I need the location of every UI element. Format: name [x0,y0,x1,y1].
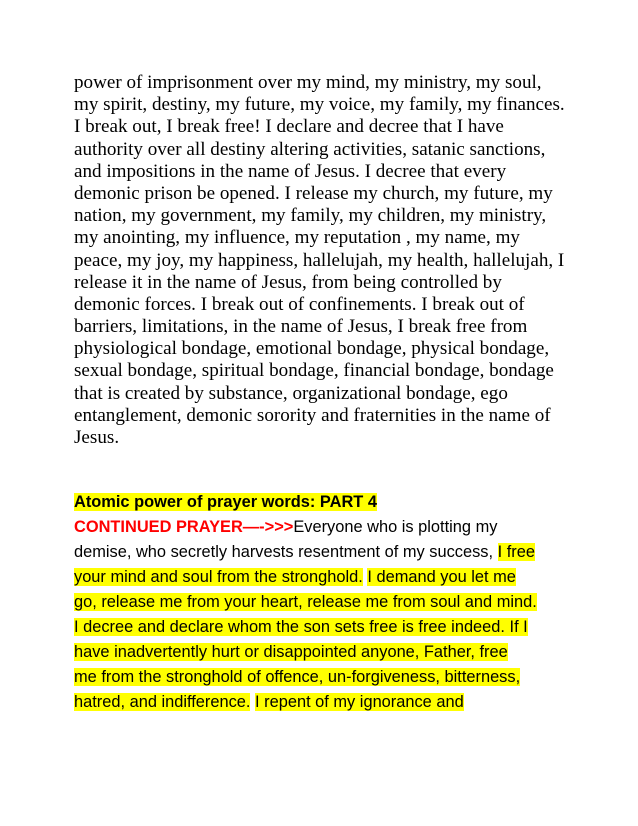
highlighted-text: hatred, and indifference. [74,693,251,711]
prayer-line [74,690,574,715]
prayer-line [74,590,574,615]
section-heading: Atomic power of prayer words: PART 4 [74,493,377,511]
paragraph-line: demonic forces. I break out of confinements. I break out of [74,293,525,315]
highlighted-text: I decree and declare whom the son sets free is free indeed. If I [74,618,528,636]
paragraph-line: sexual bondage, spiritual bondage, financial bondage, bondage [74,360,554,382]
paragraph-line: power of imprisonment over my mind, my ministry, my soul, [74,72,542,93]
paragraph-line: physiological bondage, emotional bondage, physical bondage, [74,338,550,360]
paragraph-line: release it in the name of Jesus, from being controlled by [74,271,502,293]
paragraph-line: authority over all destiny altering activities, satanic sanctions, [74,138,546,160]
prayer-line [74,515,574,540]
prayer-text: demise, who secretly harvests resentment of my success, [74,543,498,561]
paragraph-line: peace, my joy, my happiness, hallelujah, my health, hallelujah, I [74,249,565,271]
prayer-line [74,640,574,665]
highlighted-text: I demand you let me [367,568,516,586]
prayer-line [74,565,574,590]
prayer-line [74,540,574,565]
paragraph-line: Jesus. [74,427,120,448]
highlighted-text: I free [497,543,535,561]
part-four-section [74,490,574,715]
prayer-line [74,615,574,640]
highlighted-text: have inadvertently hurt or disappointed anyone, Father, free [74,643,508,661]
heading-line [74,490,574,515]
paragraph-line: nation, my government, my family, my children, my ministry, [74,205,547,227]
paragraph-line: my spirit, destiny, my future, my voice, my family, my finances. [74,94,565,116]
highlighted-text: your mind and soul from the stronghold. [74,568,363,586]
paragraph-line: I break out, I break free! I declare and decree that I have [74,116,504,138]
prayer-text: Everyone who is plotting my [293,518,498,536]
paragraph-line: my anointing, my influence, my reputation , my name, my [74,227,520,249]
paragraph-line: entanglement, demonic sorority and fraternities in the name of [74,404,551,426]
prayer-paragraph [74,72,574,449]
highlighted-text: go, release me from your heart, release me from soul and mind. [74,593,537,611]
paragraph-line: demonic prison be opened. I release my church, my future, my [74,182,553,204]
prayer-line [74,665,574,690]
paragraph-line: barriers, limitations, in the name of Jesus, I break free from [74,316,528,338]
paragraph-line: that is created by substance, organizational bondage, ego [74,382,508,404]
highlighted-text: me from the stronghold of offence, un-forgiveness, bitterness, [74,668,521,686]
continued-prayer-label: CONTINUED PRAYER—->>> [74,518,294,536]
paragraph-line: and impositions in the name of Jesus. I decree that every [74,160,507,182]
highlighted-text: I repent of my ignorance and [255,693,464,711]
